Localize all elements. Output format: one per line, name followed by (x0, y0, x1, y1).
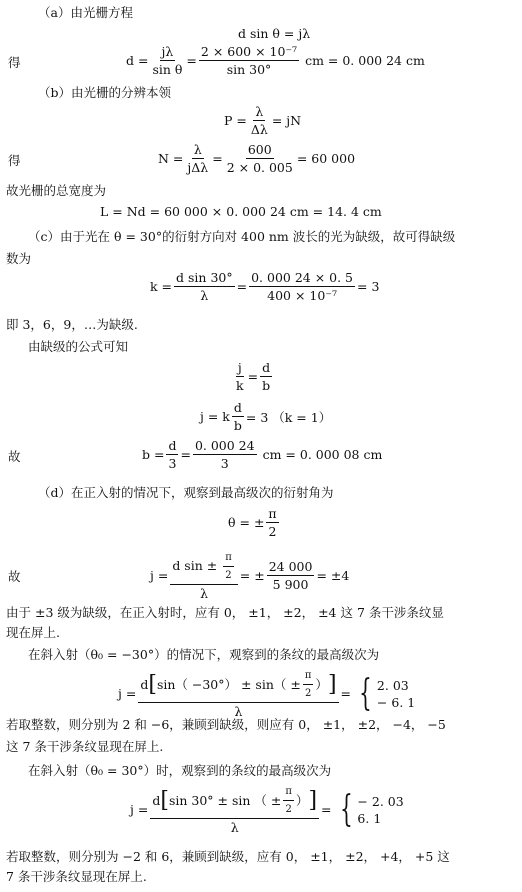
p-den: Δλ (250, 122, 268, 137)
p-lhs: P = (224, 113, 247, 128)
jo2-case-2: 6. 1 (357, 810, 382, 826)
b-fraction-1 (166, 438, 178, 471)
jo2-two: 2 (285, 804, 292, 815)
jo1-num-mid: sin（ −30°） ± sin（ ± (156, 677, 301, 692)
k-equation: k = $\frac{\text{d sin 30°}}{\lambda}$ = $\frac{0. 000 24 \times 0. 5}{\text{400 × 10⁻⁷}}$ = 3 (150, 270, 380, 303)
grating-equation: d sin θ = jλ (238, 26, 311, 41)
d-f1-num: jλ (161, 44, 174, 59)
oblique2-result-1: 若取整数，则分别为 −2 和 6，兼顾到缺级，应有 0， ±1， ±2， +4， +5 这 (6, 849, 450, 864)
k-f2-den: 400 × 10⁻⁷ (267, 288, 337, 303)
jo2-lhs: j = (130, 802, 149, 817)
k-fraction-2 (249, 270, 355, 303)
jo2-case-1: − 2. 03 (357, 793, 404, 809)
normal-incidence-text-2: 现在屏上. (6, 625, 60, 640)
db-den: b (262, 378, 271, 393)
jo1-two: 2 (304, 688, 312, 699)
theta-equation (228, 506, 281, 539)
k-f1-num: d sin 30° (176, 270, 233, 285)
j-oblique1-equation: j = d [ sin（ −30°） ± sin（ ± $\frac{\pi}{2}$ ） ] λ = { 2. 03 − 6. 1 (118, 670, 416, 719)
jo1-cases: { 2. 03 − 6. 1 (359, 672, 416, 714)
jo1-den: λ (234, 704, 243, 719)
jn-pi: π (223, 550, 234, 567)
section-c-line-2: 数为 (6, 251, 32, 266)
j-den: b (233, 418, 242, 433)
d-f1-den: sin θ (152, 62, 183, 77)
section-a-heading: （a）由光栅方程 (38, 5, 133, 20)
jn-lhs: j = (150, 568, 169, 583)
jn-fraction (170, 550, 237, 601)
theta-den: 2 (268, 524, 277, 539)
b-result: cm = 0. 000 08 cm (262, 447, 383, 462)
jo2-pi-fraction (283, 784, 294, 817)
jo1-num-pre: d (140, 677, 149, 692)
jn-fraction-2 (267, 559, 315, 592)
j-num: d (233, 400, 242, 415)
jn-result: = ±4 (316, 568, 350, 583)
n-f1-num: λ (193, 142, 202, 157)
jn-den: λ (200, 586, 209, 601)
b-fraction-2 (193, 438, 257, 471)
k-result: = 3 (357, 279, 380, 294)
de-label-1: 得 (8, 55, 21, 70)
n-f2-num: 600 (247, 142, 272, 157)
b-equation: b = $\frac{d}{3}$ = $\frac{0. 000 24}{3}$ cm = 0. 000 08 cm (142, 438, 383, 471)
jn-pi-fraction (223, 550, 234, 583)
d-f2-num: 2 × 600 × 10⁻⁷ (200, 44, 298, 59)
n-result: = 60 000 (296, 151, 356, 166)
jk-fraction (234, 360, 246, 393)
oblique1-result-1: 若取整数，则分别为 2 和 −6，兼顾到缺级，则应有 0， ±1， ±2， −4， −5 (6, 717, 446, 732)
jk-den: k (236, 378, 244, 393)
db-num: d (262, 360, 271, 375)
jn-f2-num: 24 000 (268, 559, 313, 574)
jo1-pi: π (303, 668, 314, 685)
b-lhs: b = (142, 447, 165, 462)
missing-orders-text: 即 3，6，9，…为缺级. (6, 317, 138, 332)
section-d-heading: （d）在正入射的情况下，观察到最高级次的衍射角为 (38, 485, 334, 500)
db-fraction (260, 360, 272, 393)
j-equation (200, 400, 331, 433)
j-lhs: j = k (200, 409, 230, 424)
d-f2-den: sin 30° (226, 62, 272, 77)
k-fraction-1 (174, 270, 235, 303)
n-lhs: N = (158, 151, 184, 166)
b-f2-num: 0. 000 24 (194, 438, 255, 453)
jo1-num-post: ） (315, 677, 328, 692)
jo2-den: λ (230, 820, 239, 835)
j-fraction (232, 400, 244, 433)
j-normal-equation (150, 550, 349, 601)
l-equation: L = Nd = 60 000 × 0. 000 24 cm = 14. 4 cm (100, 204, 382, 219)
gu-label-2: 故 (8, 569, 21, 584)
jo2-pi: π (283, 784, 294, 801)
d-lhs: d = (126, 53, 149, 68)
de-label-2: 得 (8, 153, 21, 168)
j-oblique2-equation: j = d [ sin 30° ± sin （ ± $\frac{\pi}{2}$ ） ] λ = { − 2. 03 6. 1 (130, 786, 404, 835)
jo1-lhs: j = (118, 686, 137, 701)
jo2-cases: { − 2. 03 6. 1 (339, 788, 404, 830)
b-f1-den: 3 (168, 456, 177, 471)
jn-num-pre: d sin ± (172, 558, 218, 573)
p-num: λ (255, 104, 264, 119)
k-lhs: k = (150, 279, 173, 294)
d-result: cm = 0. 000 24 cm (305, 53, 425, 68)
j-rhs: = 3 （k = 1） (245, 409, 332, 425)
theta-num: π (268, 506, 277, 521)
oblique1-heading: 在斜入射（θ₀ = −30°）的情况下，观察到的条纹的最高级次为 (28, 647, 380, 662)
jn-mid: = ± (239, 568, 265, 583)
section-b-heading: （b）由光栅的分辨本领 (38, 85, 172, 100)
jo2-num-pre: d (152, 793, 161, 808)
jo1-case-1: 2. 03 (376, 677, 409, 693)
gu-label-1: 故 (8, 449, 21, 464)
ratio-equation: $\frac{j}{k}$ = $\frac{d}{b}$ (236, 360, 271, 393)
b-f1-num: d (168, 438, 177, 453)
jo2-num-post: ） (295, 793, 309, 808)
p-rhs: = jN (271, 113, 302, 128)
p-fraction (249, 104, 270, 137)
n-f2-den: 2 × 0. 005 (226, 160, 293, 175)
jo2-num: d [ sin 30° ± sin （ ± $\frac{\pi}{2}$ ） ] (150, 784, 319, 819)
section-c-line-1: （c）由于光在 θ = 30°的衍射方向对 400 nm 波长的光为缺级，故可得缺级 (28, 229, 456, 244)
k-f1-den: λ (200, 288, 209, 303)
jo1-num: d [ sin（ −30°） ± sin（ ± $\frac{\pi}{2}$ ） ] (138, 668, 338, 703)
jo1-pi-fraction (303, 668, 314, 701)
jo2-num-mid: sin 30° ± sin （ ± (168, 793, 282, 808)
n-equation: N = $\frac{\lambda}{\text{jΔλ}}$ = $\frac{600}{2 \times 0. 005}$ = 60 000 (158, 142, 356, 175)
resolving-power-equation (224, 104, 301, 137)
jn-num (170, 550, 237, 585)
jo1-fraction (138, 668, 338, 719)
oblique2-result-2: 7 条干涉条纹显现在屏上. (6, 869, 147, 884)
jn-f2-den: 5 900 (272, 577, 309, 592)
d-fraction-1 (150, 44, 184, 77)
jk-num: j (237, 360, 242, 375)
b-f2-den: 3 (220, 456, 229, 471)
d-equation: d = $\frac{j\lambda}{\text{sin θ}}$ = $\frac{\text{2 × 600 × 10⁻⁷}}{\sin 30^\circ}$ cm = 0. 000 24 cm (126, 44, 425, 77)
n-fraction-1 (185, 142, 210, 175)
jn-two: 2 (225, 570, 232, 581)
n-fraction-2 (225, 142, 295, 175)
oblique2-heading: 在斜入射（θ₀ = 30°）时，观察到的条纹的最高级次为 (28, 763, 332, 778)
oblique1-result-2: 这 7 条干涉条纹显现在屏上. (6, 739, 164, 754)
total-width-text: 故光栅的总宽度为 (6, 183, 107, 198)
d-fraction-2 (199, 44, 299, 77)
jo1-case-2: − 6. 1 (376, 694, 416, 710)
k-f2-num: 0. 000 24 × 0. 5 (251, 270, 354, 285)
theta-fraction (266, 506, 278, 539)
formula-known-text: 由缺级的公式可知 (28, 339, 129, 354)
n-f1-den: jΔλ (187, 160, 209, 175)
theta-lhs: θ = ± (228, 515, 265, 530)
jo2-fraction (150, 784, 319, 835)
normal-incidence-text-1: 由于 ±3 级为缺级，在正入射时，应有 0， ±1， ±2， ±4 这 7 条干涉条纹显 (6, 605, 444, 620)
